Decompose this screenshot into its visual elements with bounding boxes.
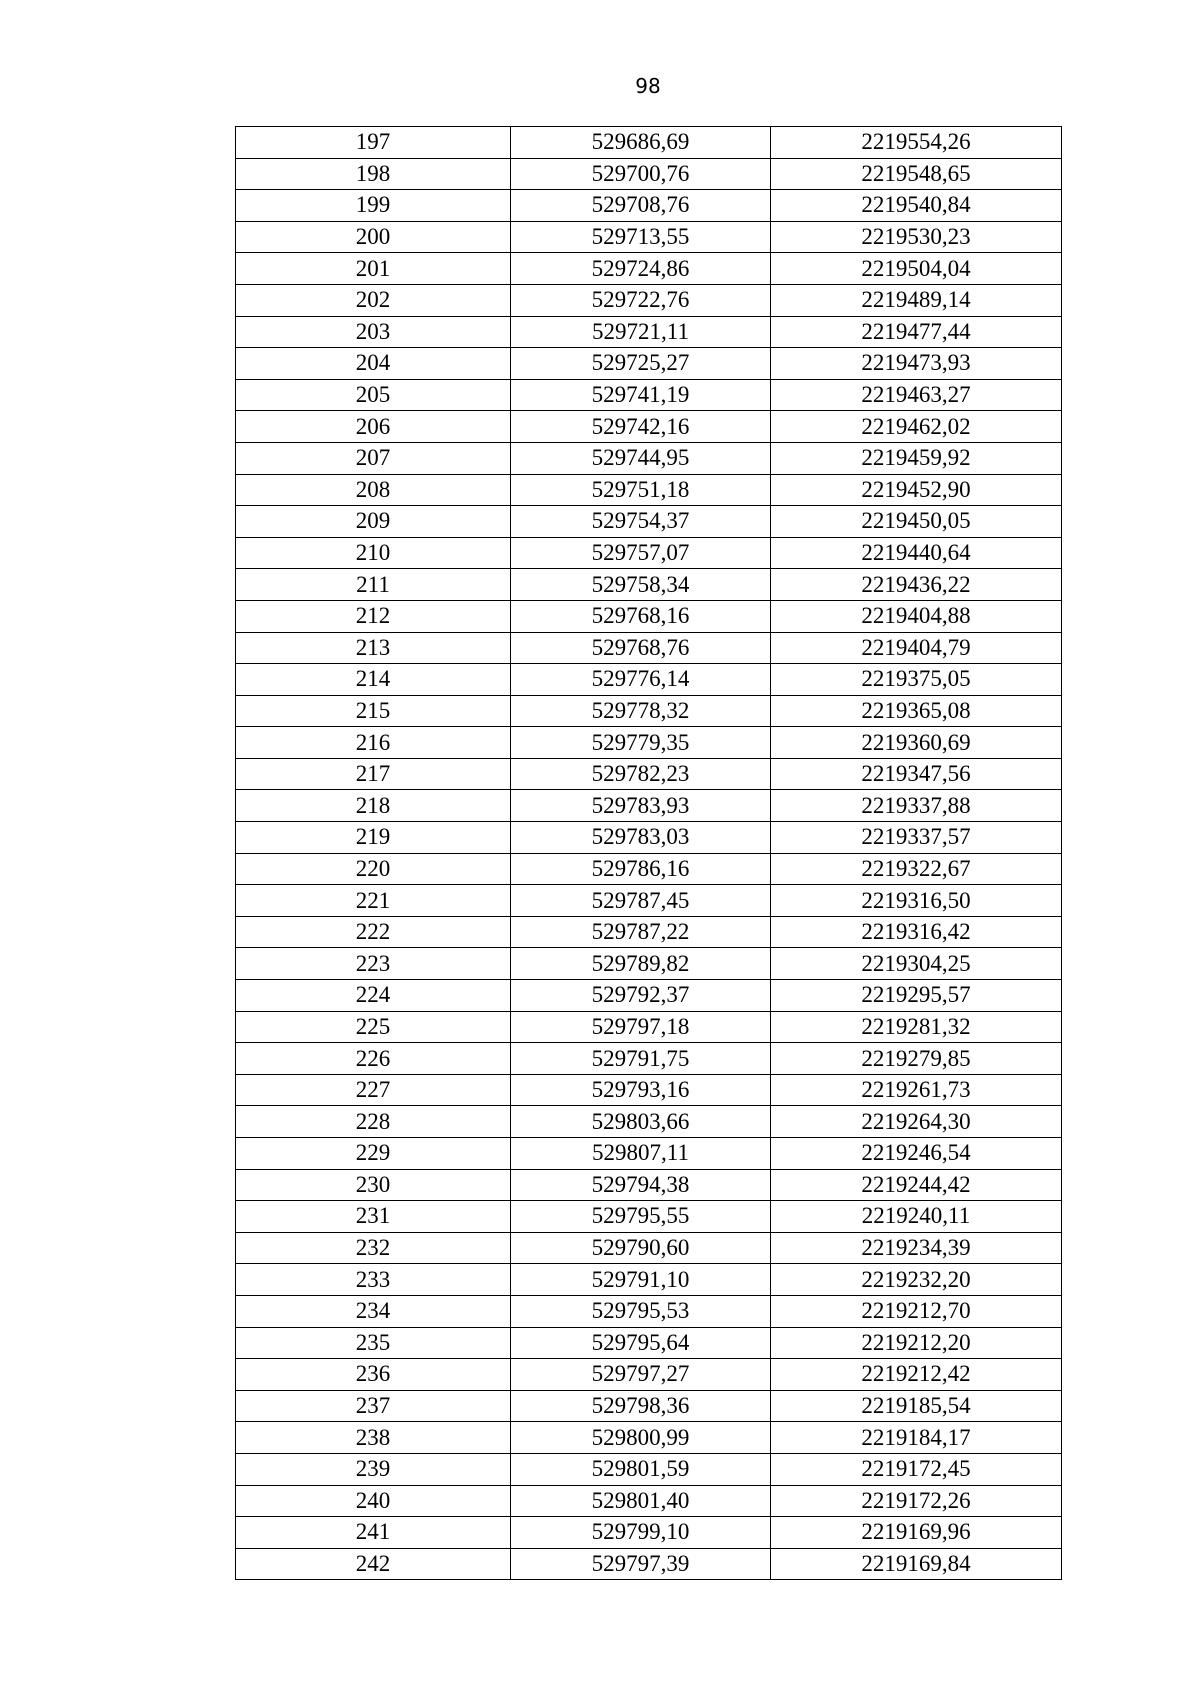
table-row (236, 1011, 1062, 1043)
point-number-cell: 221 (236, 885, 511, 917)
y-coordinate-cell: 2219360,69 (771, 727, 1062, 759)
y-coordinate-cell: 2219489,14 (771, 284, 1062, 316)
y-coordinate-cell: 2219281,32 (771, 1011, 1062, 1043)
point-number-cell: 237 (236, 1390, 511, 1422)
y-coordinate-cell: 2219264,30 (771, 1106, 1062, 1138)
point-number-cell: 200 (236, 221, 511, 253)
y-coordinate-cell: 2219452,90 (771, 474, 1062, 506)
table-row (236, 822, 1062, 854)
table-row (236, 127, 1062, 159)
x-coordinate-cell: 529744,95 (511, 442, 771, 474)
point-number-cell: 208 (236, 474, 511, 506)
y-coordinate-cell: 2219347,56 (771, 758, 1062, 790)
table-row (236, 284, 1062, 316)
x-coordinate-cell: 529721,11 (511, 316, 771, 348)
point-number-cell: 225 (236, 1011, 511, 1043)
y-coordinate-cell: 2219169,96 (771, 1517, 1062, 1549)
point-number-cell: 235 (236, 1327, 511, 1359)
x-coordinate-cell: 529725,27 (511, 348, 771, 380)
table-row (236, 1453, 1062, 1485)
table-row (236, 1485, 1062, 1517)
x-coordinate-cell: 529801,59 (511, 1453, 771, 1485)
table-row (236, 1517, 1062, 1549)
x-coordinate-cell: 529686,69 (511, 127, 771, 159)
point-number-cell: 236 (236, 1359, 511, 1391)
point-number-cell: 222 (236, 916, 511, 948)
table-row (236, 1201, 1062, 1233)
y-coordinate-cell: 2219322,67 (771, 853, 1062, 885)
table-row (236, 1106, 1062, 1138)
y-coordinate-cell: 2219244,42 (771, 1169, 1062, 1201)
y-coordinate-cell: 2219463,27 (771, 379, 1062, 411)
table-row (236, 1232, 1062, 1264)
point-number-cell: 220 (236, 853, 511, 885)
table-row (236, 221, 1062, 253)
table-row (236, 348, 1062, 380)
y-coordinate-cell: 2219337,88 (771, 790, 1062, 822)
y-coordinate-cell: 2219462,02 (771, 411, 1062, 443)
y-coordinate-cell: 2219295,57 (771, 980, 1062, 1012)
point-number-cell: 234 (236, 1295, 511, 1327)
y-coordinate-cell: 2219234,39 (771, 1232, 1062, 1264)
table-row (236, 600, 1062, 632)
point-number-cell: 230 (236, 1169, 511, 1201)
table-row (236, 916, 1062, 948)
x-coordinate-cell: 529801,40 (511, 1485, 771, 1517)
y-coordinate-cell: 2219172,45 (771, 1453, 1062, 1485)
table-row (236, 190, 1062, 222)
x-coordinate-cell: 529787,45 (511, 885, 771, 917)
x-coordinate-cell: 529742,16 (511, 411, 771, 443)
x-coordinate-cell: 529779,35 (511, 727, 771, 759)
table-row (236, 1169, 1062, 1201)
point-number-cell: 214 (236, 664, 511, 696)
table-row (236, 1264, 1062, 1296)
x-coordinate-cell: 529800,99 (511, 1422, 771, 1454)
point-number-cell: 242 (236, 1548, 511, 1580)
point-number-cell: 239 (236, 1453, 511, 1485)
y-coordinate-cell: 2219450,05 (771, 506, 1062, 538)
table-row (236, 411, 1062, 443)
x-coordinate-cell: 529795,55 (511, 1201, 771, 1233)
x-coordinate-cell: 529798,36 (511, 1390, 771, 1422)
point-number-cell: 201 (236, 253, 511, 285)
x-coordinate-cell: 529795,53 (511, 1295, 771, 1327)
y-coordinate-cell: 2219436,22 (771, 569, 1062, 601)
point-number-cell: 231 (236, 1201, 511, 1233)
y-coordinate-cell: 2219169,84 (771, 1548, 1062, 1580)
table-row (236, 664, 1062, 696)
x-coordinate-cell: 529799,10 (511, 1517, 771, 1549)
table-row (236, 948, 1062, 980)
y-coordinate-cell: 2219316,42 (771, 916, 1062, 948)
y-coordinate-cell: 2219554,26 (771, 127, 1062, 159)
table-row (236, 980, 1062, 1012)
table-row (236, 758, 1062, 790)
table-row (236, 885, 1062, 917)
point-number-cell: 240 (236, 1485, 511, 1517)
table-row (236, 790, 1062, 822)
x-coordinate-cell: 529768,16 (511, 600, 771, 632)
y-coordinate-cell: 2219375,05 (771, 664, 1062, 696)
coordinates-table-body (236, 127, 1062, 1580)
y-coordinate-cell: 2219473,93 (771, 348, 1062, 380)
x-coordinate-cell: 529795,64 (511, 1327, 771, 1359)
table-row (236, 569, 1062, 601)
point-number-cell: 199 (236, 190, 511, 222)
y-coordinate-cell: 2219304,25 (771, 948, 1062, 980)
x-coordinate-cell: 529792,37 (511, 980, 771, 1012)
point-number-cell: 216 (236, 727, 511, 759)
point-number-cell: 223 (236, 948, 511, 980)
point-number-cell: 212 (236, 600, 511, 632)
point-number-cell: 213 (236, 632, 511, 664)
x-coordinate-cell: 529794,38 (511, 1169, 771, 1201)
y-coordinate-cell: 2219477,44 (771, 316, 1062, 348)
y-coordinate-cell: 2219459,92 (771, 442, 1062, 474)
point-number-cell: 232 (236, 1232, 511, 1264)
table-row (236, 379, 1062, 411)
x-coordinate-cell: 529803,66 (511, 1106, 771, 1138)
point-number-cell: 228 (236, 1106, 511, 1138)
table-row (236, 1327, 1062, 1359)
y-coordinate-cell: 2219404,79 (771, 632, 1062, 664)
point-number-cell: 202 (236, 284, 511, 316)
y-coordinate-cell: 2219185,54 (771, 1390, 1062, 1422)
x-coordinate-cell: 529722,76 (511, 284, 771, 316)
y-coordinate-cell: 2219365,08 (771, 695, 1062, 727)
page-number: 98 (635, 74, 661, 98)
table-row (236, 1359, 1062, 1391)
x-coordinate-cell: 529751,18 (511, 474, 771, 506)
table-row (236, 158, 1062, 190)
y-coordinate-cell: 2219246,54 (771, 1138, 1062, 1170)
point-number-cell: 226 (236, 1043, 511, 1075)
y-coordinate-cell: 2219548,65 (771, 158, 1062, 190)
table-row (236, 1422, 1062, 1454)
x-coordinate-cell: 529782,23 (511, 758, 771, 790)
y-coordinate-cell: 2219337,57 (771, 822, 1062, 854)
table-row (236, 1295, 1062, 1327)
x-coordinate-cell: 529791,10 (511, 1264, 771, 1296)
point-number-cell: 210 (236, 537, 511, 569)
table-row (236, 442, 1062, 474)
point-number-cell: 241 (236, 1517, 511, 1549)
x-coordinate-cell: 529789,82 (511, 948, 771, 980)
x-coordinate-cell: 529797,18 (511, 1011, 771, 1043)
point-number-cell: 233 (236, 1264, 511, 1296)
x-coordinate-cell: 529741,19 (511, 379, 771, 411)
y-coordinate-cell: 2219212,20 (771, 1327, 1062, 1359)
x-coordinate-cell: 529783,03 (511, 822, 771, 854)
coordinates-table (235, 126, 1062, 1580)
point-number-cell: 229 (236, 1138, 511, 1170)
table-row (236, 253, 1062, 285)
table-row (236, 537, 1062, 569)
x-coordinate-cell: 529758,34 (511, 569, 771, 601)
table-row (236, 632, 1062, 664)
x-coordinate-cell: 529786,16 (511, 853, 771, 885)
y-coordinate-cell: 2219212,70 (771, 1295, 1062, 1327)
point-number-cell: 217 (236, 758, 511, 790)
table-row (236, 695, 1062, 727)
point-number-cell: 215 (236, 695, 511, 727)
y-coordinate-cell: 2219261,73 (771, 1074, 1062, 1106)
point-number-cell: 219 (236, 822, 511, 854)
point-number-cell: 205 (236, 379, 511, 411)
y-coordinate-cell: 2219404,88 (771, 600, 1062, 632)
y-coordinate-cell: 2219440,64 (771, 537, 1062, 569)
x-coordinate-cell: 529754,37 (511, 506, 771, 538)
y-coordinate-cell: 2219212,42 (771, 1359, 1062, 1391)
y-coordinate-cell: 2219279,85 (771, 1043, 1062, 1075)
y-coordinate-cell: 2219232,20 (771, 1264, 1062, 1296)
table-row (236, 1043, 1062, 1075)
y-coordinate-cell: 2219316,50 (771, 885, 1062, 917)
y-coordinate-cell: 2219540,84 (771, 190, 1062, 222)
table-row (236, 1074, 1062, 1106)
x-coordinate-cell: 529790,60 (511, 1232, 771, 1264)
point-number-cell: 203 (236, 316, 511, 348)
y-coordinate-cell: 2219240,11 (771, 1201, 1062, 1233)
x-coordinate-cell: 529776,14 (511, 664, 771, 696)
point-number-cell: 218 (236, 790, 511, 822)
y-coordinate-cell: 2219504,04 (771, 253, 1062, 285)
point-number-cell: 197 (236, 127, 511, 159)
table-row (236, 1548, 1062, 1580)
table-row (236, 1390, 1062, 1422)
x-coordinate-cell: 529793,16 (511, 1074, 771, 1106)
point-number-cell: 209 (236, 506, 511, 538)
x-coordinate-cell: 529724,86 (511, 253, 771, 285)
point-number-cell: 206 (236, 411, 511, 443)
y-coordinate-cell: 2219184,17 (771, 1422, 1062, 1454)
table-row (236, 474, 1062, 506)
point-number-cell: 211 (236, 569, 511, 601)
x-coordinate-cell: 529791,75 (511, 1043, 771, 1075)
x-coordinate-cell: 529768,76 (511, 632, 771, 664)
table-row (236, 1138, 1062, 1170)
table-row (236, 316, 1062, 348)
point-number-cell: 207 (236, 442, 511, 474)
y-coordinate-cell: 2219530,23 (771, 221, 1062, 253)
x-coordinate-cell: 529708,76 (511, 190, 771, 222)
point-number-cell: 227 (236, 1074, 511, 1106)
x-coordinate-cell: 529757,07 (511, 537, 771, 569)
table-row (236, 853, 1062, 885)
x-coordinate-cell: 529778,32 (511, 695, 771, 727)
y-coordinate-cell: 2219172,26 (771, 1485, 1062, 1517)
x-coordinate-cell: 529700,76 (511, 158, 771, 190)
x-coordinate-cell: 529807,11 (511, 1138, 771, 1170)
point-number-cell: 224 (236, 980, 511, 1012)
x-coordinate-cell: 529713,55 (511, 221, 771, 253)
table-row (236, 727, 1062, 759)
x-coordinate-cell: 529787,22 (511, 916, 771, 948)
x-coordinate-cell: 529783,93 (511, 790, 771, 822)
x-coordinate-cell: 529797,27 (511, 1359, 771, 1391)
point-number-cell: 204 (236, 348, 511, 380)
table-row (236, 506, 1062, 538)
point-number-cell: 198 (236, 158, 511, 190)
x-coordinate-cell: 529797,39 (511, 1548, 771, 1580)
point-number-cell: 238 (236, 1422, 511, 1454)
